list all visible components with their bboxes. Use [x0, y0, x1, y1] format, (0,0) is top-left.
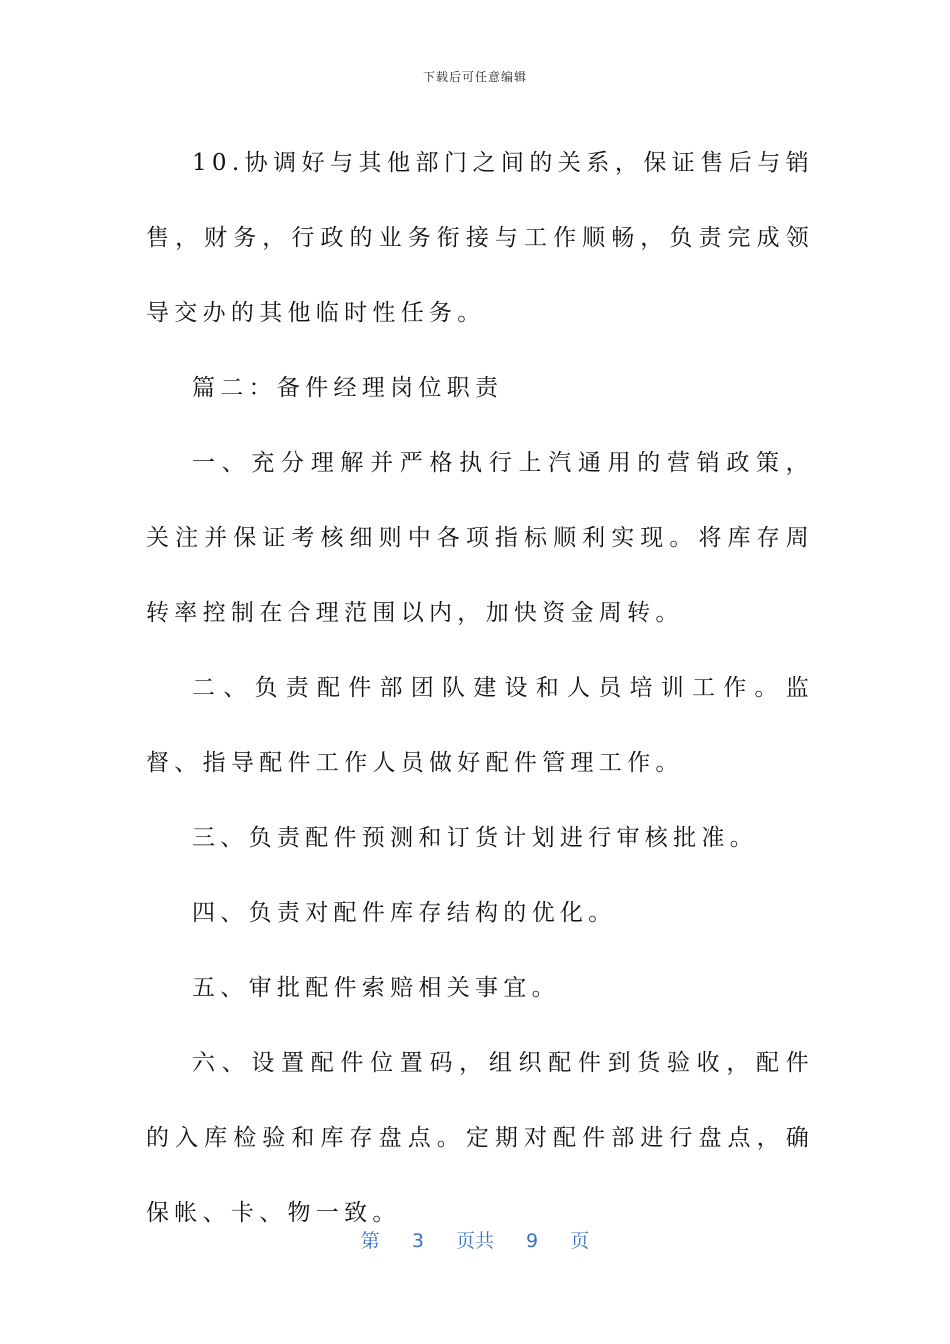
paragraph-5: 三、负责配件预测和订货计划进行审核批准。	[192, 825, 758, 851]
paragraph-1: 10.协调好与其他部门之间的关系，保证售后与销售，财务，行政的业务衔接与工作顺畅，负责完成领导交办的其他临时性任务。	[146, 150, 814, 326]
paragraph-6: 四、负责对配件库存结构的优化。	[192, 900, 617, 926]
paragraph-3: 一、充分理解并严格执行上汽通用的营销政策，关注并保证考核细则中各项指标顺利实现。将库存周转率控制在合理范围以内，加快资金周转。	[146, 450, 814, 626]
document-body	[146, 126, 814, 1251]
footer-suffix: 页	[570, 1230, 590, 1252]
footer-middle: 页共	[455, 1230, 494, 1252]
paragraph-7: 五、审批配件索赔相关事宜。	[192, 975, 560, 1001]
footer-current-page: 3	[411, 1230, 424, 1252]
footer-total-pages: 9	[526, 1230, 539, 1252]
paragraph-8: 六、设置配件位置码，组织配件到货验收，配件的入库检验和库存盘点。定期对配件部进行盘点，确保帐、卡、物一致。	[146, 1050, 814, 1226]
paragraph-2-section-title: 篇二：备件经理岗位职责	[192, 375, 504, 401]
footer-prefix: 第	[360, 1230, 380, 1252]
paragraph-4: 二、负责配件部团队建设和人员培训工作。监督、指导配件工作人员做好配件管理工作。	[146, 675, 814, 776]
header-note: 下载后可任意编辑	[422, 70, 527, 84]
page-footer	[0, 1226, 950, 1253]
